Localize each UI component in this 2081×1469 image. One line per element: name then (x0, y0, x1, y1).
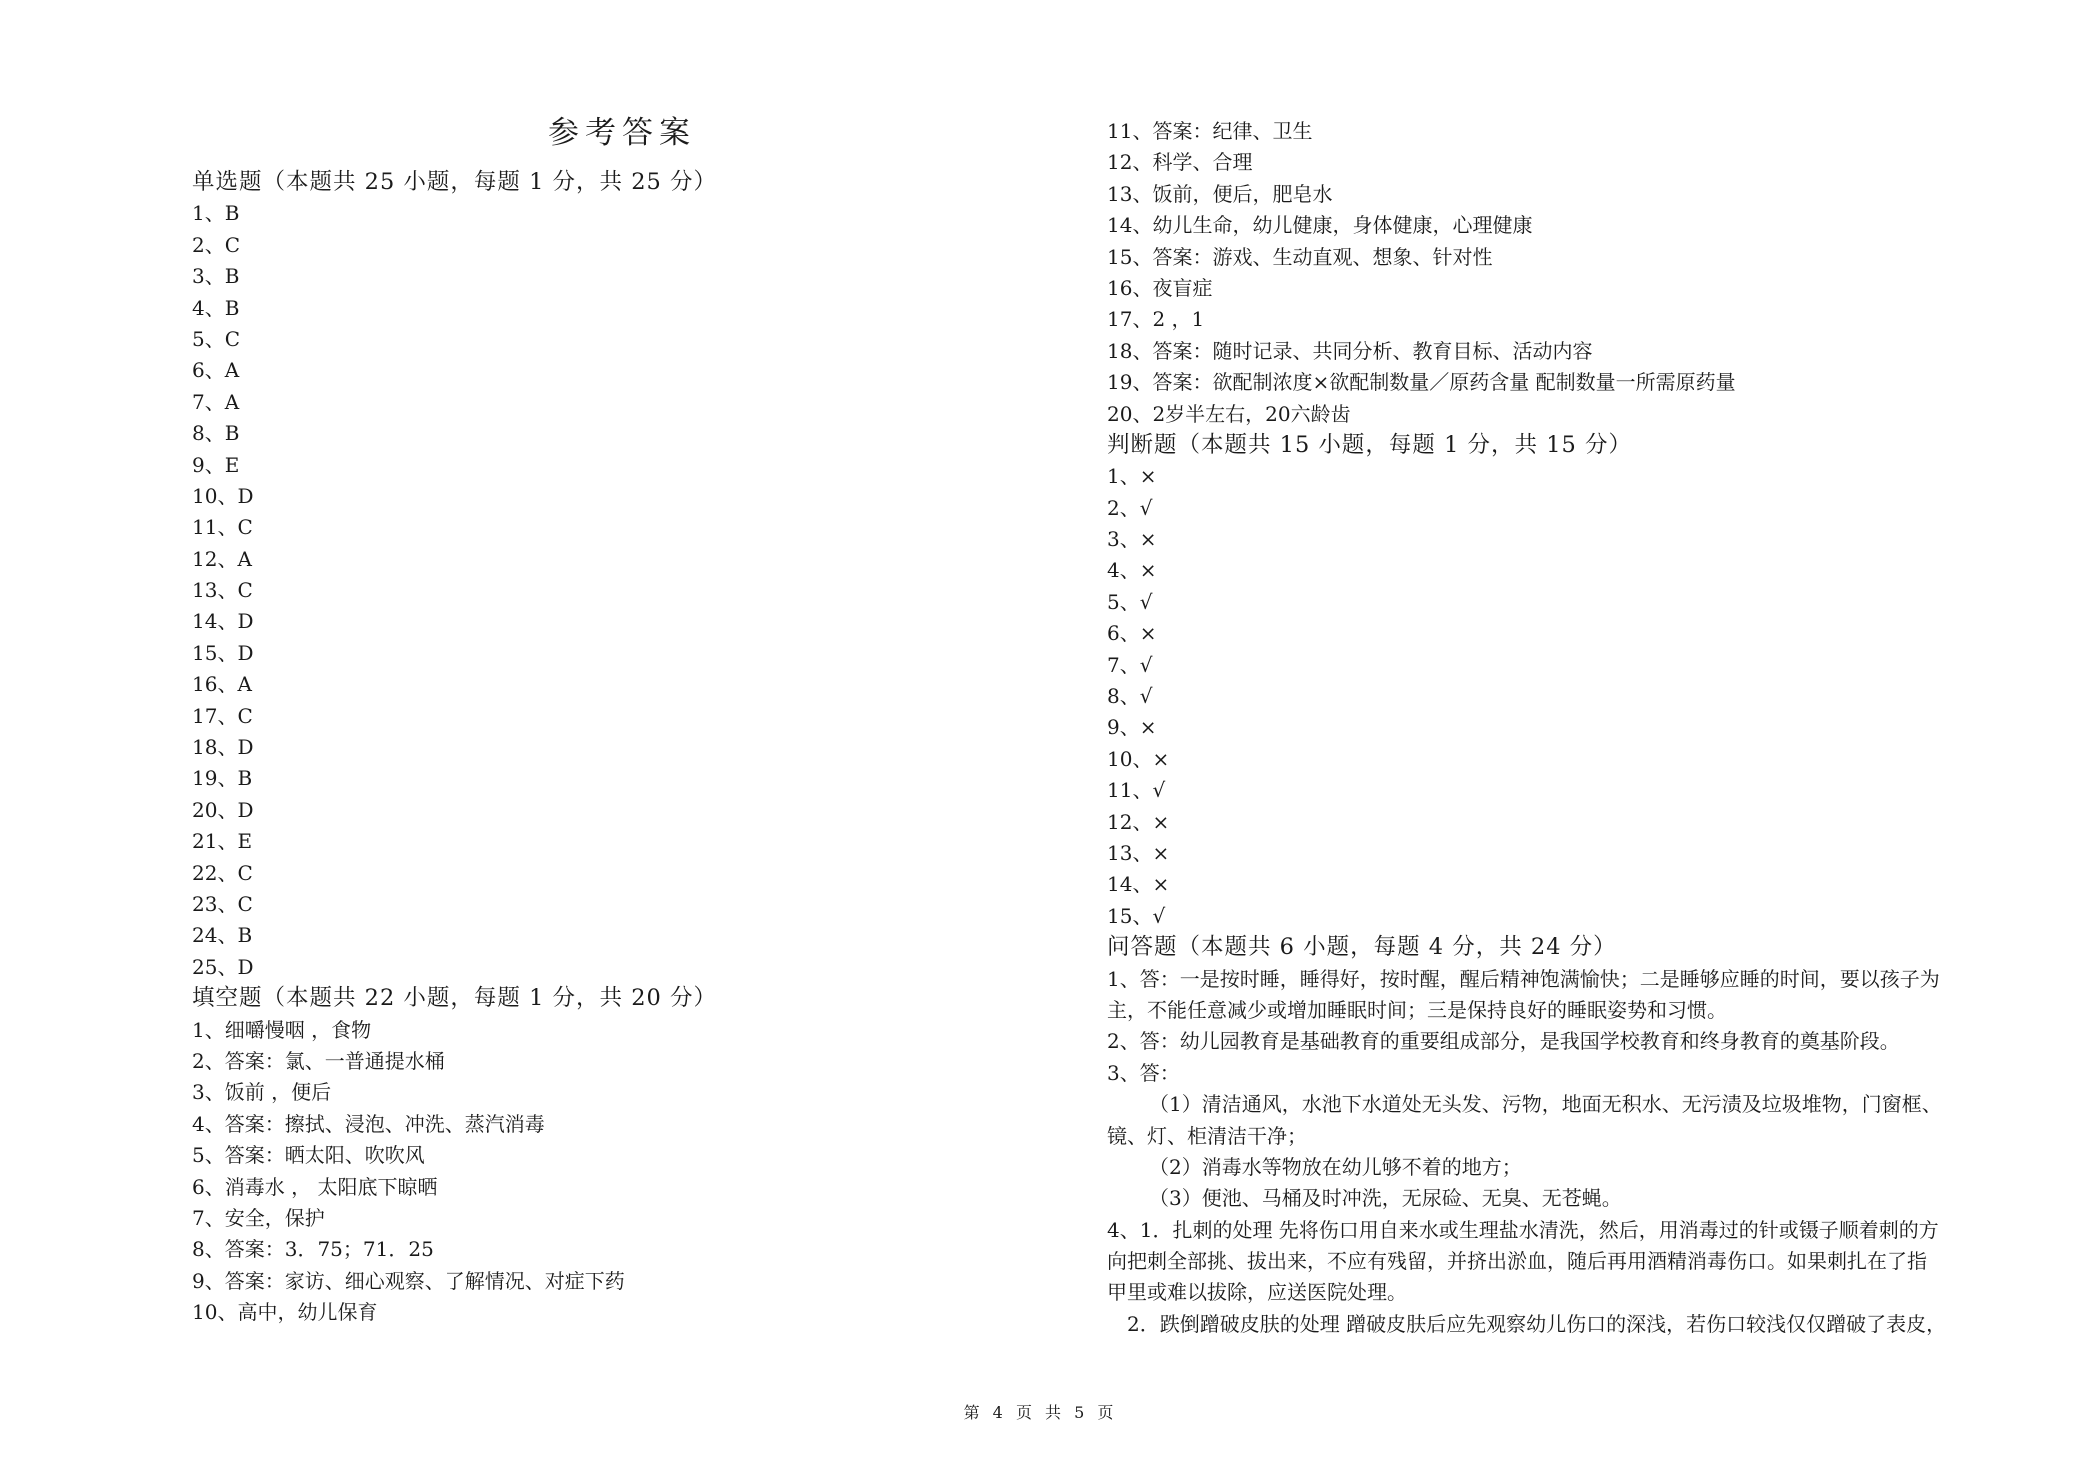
left-column (192, 113, 1052, 1328)
true-false-answer: 2、√ (1107, 495, 1153, 520)
single-choice-answer: 10、D (192, 483, 254, 508)
fill-blank-answer: 18、答案：随时记录、共同分析、教育目标、活动内容 (1107, 338, 1593, 363)
single-choice-answer: 3、B (192, 264, 240, 289)
single-choice-answer: 18、D (192, 735, 254, 760)
true-false-answer: 6、× (1107, 621, 1157, 646)
single-choice-list (192, 198, 1052, 983)
qa-answer-1-line-1: 1、答：一是按时睡，睡得好，按时醒，醒后精神饱满愉快；二是睡够应睡的时间，要以孩子为 (1107, 966, 1940, 991)
fill-blank-answer: 11、答案：纪律、卫生 (1107, 119, 1313, 143)
single-choice-answer: 25、D (192, 954, 254, 979)
single-choice-answer: 9、E (192, 452, 240, 477)
single-choice-answer: 5、C (192, 326, 241, 351)
fill-blank-answer: 19、答案：欲配制浓度×欲配制数量／原药含量 配制数量一所需原药量 (1107, 370, 1736, 395)
single-choice-answer: 23、C (192, 891, 253, 916)
single-choice-answer: 20、D (192, 797, 254, 822)
fill-blank-answer: 1、细嚼慢咽 ，食物 (192, 1017, 372, 1042)
true-false-answer: 14、× (1107, 872, 1170, 897)
fill-blank-answer: 16、夜盲症 (1107, 275, 1213, 300)
true-false-list (1107, 461, 1977, 932)
qa-answer-3-item-2: （2）消毒水等物放在幼儿够不着的地方； (1149, 1154, 1522, 1179)
fill-blank-list-left (192, 1015, 1052, 1329)
fill-blank-answer: 15、答案：游戏、生动直观、想象、针对性 (1107, 244, 1493, 269)
single-choice-answer: 12、A (192, 546, 252, 571)
fill-blank-answer: 9、答案：家访、细心观察、了解情况、对症下药 (192, 1268, 625, 1293)
fill-blank-heading: 填空题（本题共 22 小题，每题 1 分，共 20 分） (192, 985, 717, 1012)
single-choice-answer: 17、C (192, 703, 253, 728)
qa-heading: 问答题（本题共 6 小题，每题 4 分，共 24 分） (1107, 934, 1617, 961)
fill-blank-list-right (1107, 116, 1977, 430)
single-choice-answer: 24、B (192, 923, 253, 948)
fill-blank-answer: 4、答案：擦拭、浸泡、冲洗、蒸汽消毒 (192, 1111, 545, 1136)
single-choice-answer: 8、B (192, 421, 240, 446)
single-choice-answer: 11、C (192, 515, 253, 540)
qa-answer-3-item-1-line-2: 镜、灯、柜清洁干净； (1107, 1123, 1307, 1148)
page-title: 参考答案 (548, 115, 696, 151)
single-choice-answer: 16、A (192, 672, 252, 697)
single-choice-answer: 7、A (192, 389, 240, 414)
single-choice-answer: 22、C (192, 860, 253, 885)
fill-blank-answer: 5、答案：晒太阳、吹吹风 (192, 1143, 425, 1168)
fill-blank-answer: 10、高中，幼儿保育 (192, 1300, 378, 1325)
single-choice-answer: 13、C (192, 578, 253, 603)
qa-answer-3: 3、答： (1107, 1060, 1180, 1085)
single-choice-answer: 4、B (192, 295, 240, 320)
fill-blank-answer: 12、科学、合理 (1107, 150, 1253, 175)
true-false-heading: 判断题（本题共 15 小题，每题 1 分，共 15 分） (1107, 431, 1632, 458)
true-false-answer: 11、√ (1107, 778, 1166, 803)
fill-blank-answer: 8、答案：3．75；71．25 (192, 1237, 434, 1262)
qa-answer-4-line-3: 甲里或难以拔除，应送医院处理。 (1107, 1280, 1407, 1305)
qa-answer-4-line-4: 2．跌倒蹭破皮肤的处理 蹭破皮肤后应先观察幼儿伤口的深浅，若伤口较浅仅仅蹭破了表皮， (1127, 1311, 1947, 1336)
true-false-answer: 9、× (1107, 715, 1157, 740)
single-choice-answer: 15、D (192, 640, 254, 665)
true-false-answer: 15、√ (1107, 903, 1166, 928)
single-choice-heading: 单选题（本题共 25 小题，每题 1 分，共 25 分） (192, 169, 717, 195)
single-choice-answer: 1、B (192, 201, 240, 226)
fill-blank-answer: 7、安全，保护 (192, 1205, 325, 1230)
single-choice-answer: 19、B (192, 766, 253, 791)
true-false-answer: 13、× (1107, 840, 1170, 865)
fill-blank-answer: 13、饭前，便后，肥皂水 (1107, 181, 1333, 206)
true-false-answer: 4、× (1107, 558, 1157, 583)
single-choice-answer: 21、E (192, 829, 253, 854)
single-choice-answer: 14、D (192, 609, 254, 634)
single-choice-answer: 2、C (192, 232, 241, 257)
qa-answer-4-line-1: 4、1．扎刺的处理 先将伤口用自来水或生理盐水清洗，然后，用消毒过的针或镊子顺着刺的方 (1107, 1217, 1939, 1242)
true-false-answer: 1、× (1107, 464, 1157, 489)
true-false-answer: 12、× (1107, 809, 1170, 834)
true-false-answer: 3、× (1107, 527, 1157, 552)
qa-answer-4-line-2: 向把刺全部挑、拔出来，不应有残留，并挤出淤血，随后再用酒精消毒伤口。如果刺扎在了指 (1107, 1249, 1927, 1274)
true-false-answer: 7、√ (1107, 652, 1153, 677)
fill-blank-answer: 17、2 ，1 (1107, 307, 1205, 332)
single-choice-answer: 6、A (192, 358, 240, 383)
fill-blank-answer: 6、消毒水 ， 太阳底下晾晒 (192, 1174, 438, 1199)
fill-blank-answer: 20、2岁半左右，20六龄齿 (1107, 401, 1351, 426)
fill-blank-answer: 2、答案：氯、一普通提水桶 (192, 1048, 445, 1073)
qa-answer-1-line-2: 主，不能任意减少或增加睡眠时间；三是保持良好的睡眠姿势和习惯。 (1107, 997, 1727, 1022)
true-false-answer: 5、√ (1107, 589, 1153, 614)
qa-answer-2: 2、答：幼儿园教育是基础教育的重要组成部分，是我国学校教育和终身教育的奠基阶段。 (1107, 1029, 1900, 1054)
true-false-answer: 10、× (1107, 746, 1170, 771)
true-false-answer: 8、√ (1107, 684, 1153, 709)
right-column (1107, 116, 1977, 1340)
page-footer: 第 4 页 共 5 页 (963, 1403, 1118, 1422)
qa-answer-3-item-3: （3）便池、马桶及时冲洗，无尿硷、无臭、无苍蝇。 (1149, 1186, 1622, 1211)
fill-blank-answer: 14、幼儿生命，幼儿健康，身体健康，心理健康 (1107, 213, 1533, 238)
qa-answer-3-item-1-line-1: （1）清洁通风，水池下水道处无头发、污物，地面无积水、无污渍及垃圾堆物，门窗框、 (1149, 1092, 1942, 1117)
fill-blank-answer: 3、饭前 ，便后 (192, 1080, 332, 1105)
